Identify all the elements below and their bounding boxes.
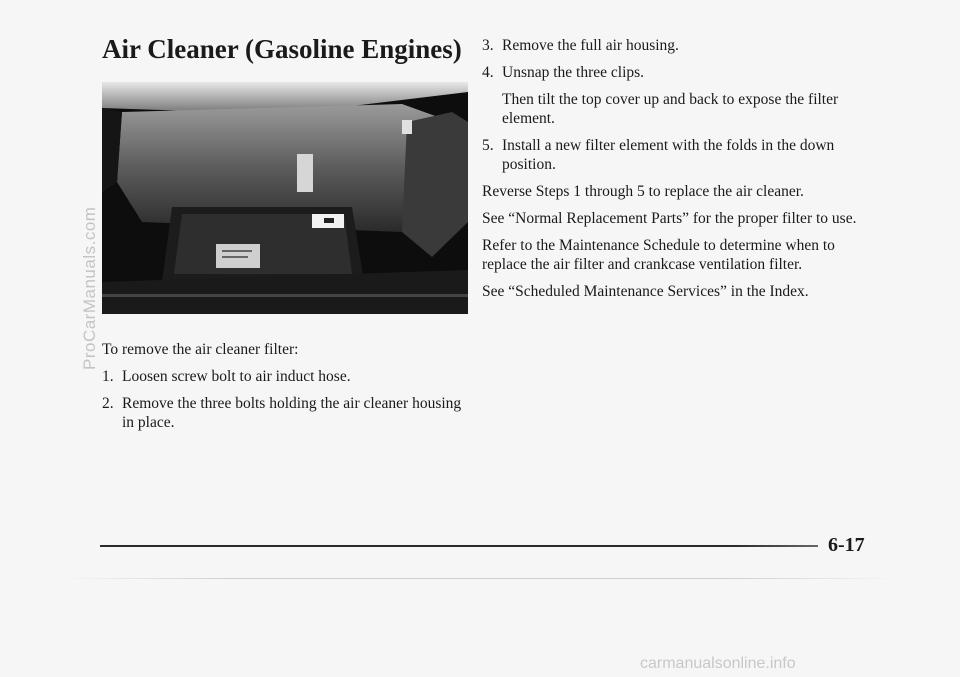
page-title: Air Cleaner (Gasoline Engines) (102, 34, 462, 64)
footer-site-watermark: carmanualsonline.info (640, 655, 796, 672)
step-number: 3. (482, 37, 494, 54)
air-cleaner-photo-illustration (102, 82, 468, 314)
air-cleaner-photo (102, 82, 468, 314)
scan-edge-line (60, 578, 900, 579)
step-4-note: Then tilt the top cover up and back to expose the filter element. (502, 91, 839, 127)
scheduled-services-paragraph: See “Scheduled Maintenance Services” in the Index. (482, 283, 809, 300)
step-2 (102, 394, 472, 432)
step-text: Install a new filter element with the folds in the down position. (502, 137, 835, 173)
step-3 (482, 36, 882, 55)
step-text: Remove the full air housing. (502, 37, 679, 54)
step-number: 2. (102, 395, 114, 412)
replacement-parts-paragraph: See “Normal Replacement Parts” for the proper filter to use. (482, 210, 857, 227)
step-1 (102, 367, 472, 386)
step-text: Remove the three bolts holding the air cleaner housing in place. (122, 395, 462, 431)
step-number: 1. (102, 368, 114, 385)
left-column (102, 340, 472, 440)
right-column (482, 36, 882, 309)
step-4 (482, 63, 882, 82)
footer-rule (100, 545, 818, 547)
step-number: 5. (482, 137, 494, 154)
step-text: Loosen screw bolt to air induct hose. (122, 368, 351, 385)
intro-text: To remove the air cleaner filter: (102, 341, 299, 358)
side-watermark: ProCarManuals.com (80, 206, 99, 370)
page-number: 6-17 (828, 534, 865, 556)
step-5 (482, 136, 882, 174)
step-number: 4. (482, 64, 494, 81)
maintenance-schedule-paragraph: Refer to the Maintenance Schedule to determine when to replace the air filter and crankcase ventilation filter. (482, 237, 835, 273)
step-text: Unsnap the three clips. (502, 64, 645, 81)
reverse-steps-paragraph: Reverse Steps 1 through 5 to replace the air cleaner. (482, 183, 804, 200)
